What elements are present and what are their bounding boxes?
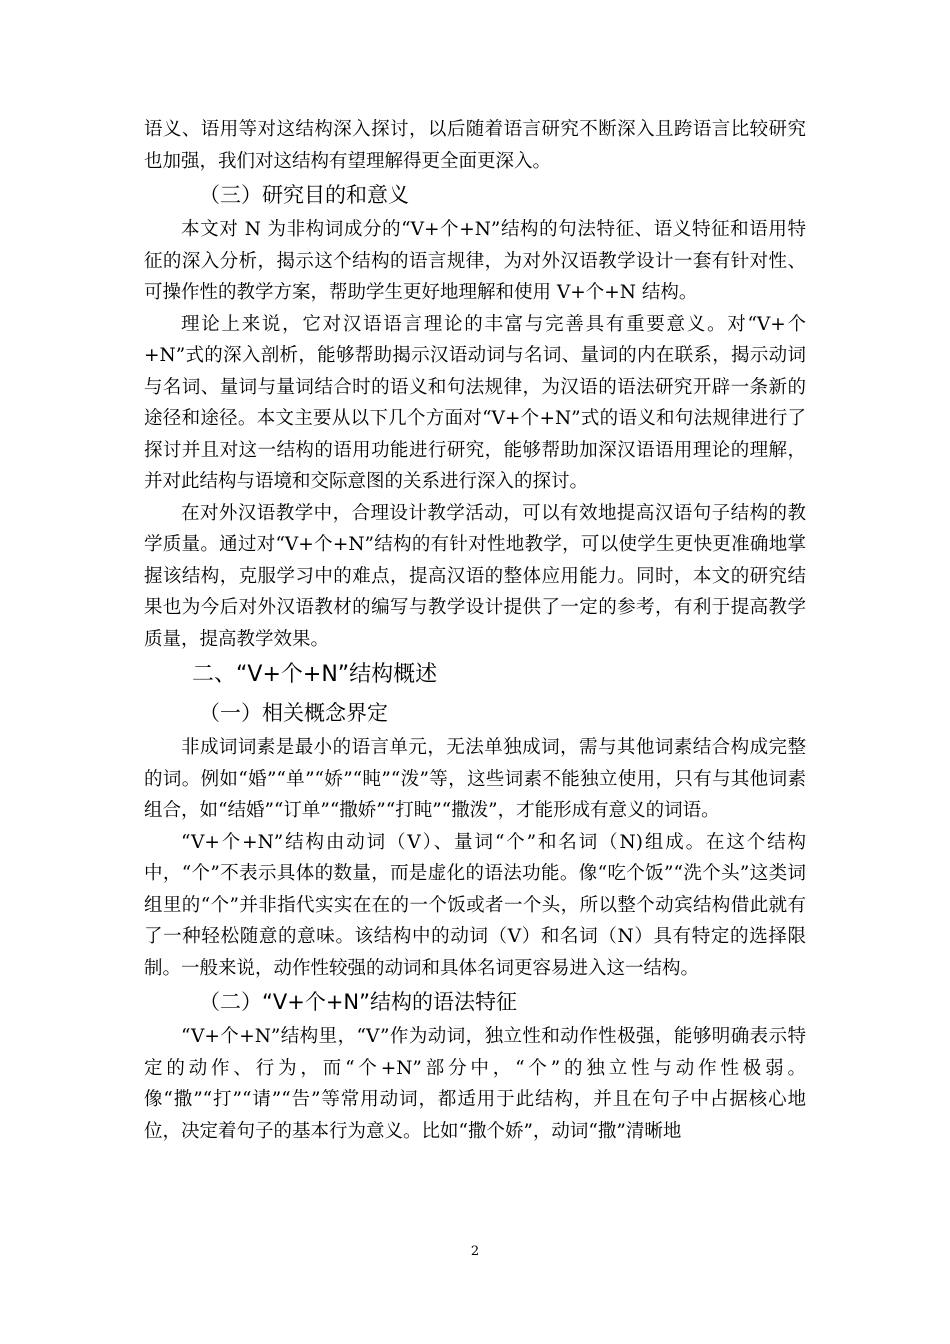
paragraph-grammar-1: “V+个+N”结构里，“V”作为动词，独立性和动作性极强，能够明确表示特定的动作、行为，而“个+N”部分中，“个”的独立性与动作性极弱。像“撒”“打”“请”“告”等常用动词，都适用于此结构，并且在句子中占据核心地位，决定着句子的基本行为意义。比如“撒个娇”，动词“撒”清晰地 [144,1026,806,1142]
paragraph-purpose-1: 本文对 N 为非构词成分的“V+个+N”结构的句法特征、语义特征和语用特征的深入分析，揭示这个结构的语言规律，为对外汉语教学设计一套有针对性、可操作性的教学方案，帮助学生更好地理解和使用 V+个+N 结构。 [144,219,806,303]
paragraph-purpose-3: 在对外汉语教学中，合理设计教学活动，可以有效地提高汉语句子结构的教学质量。通过对“V+个+N”结构的有针对性地教学，可以使学生更快更准确地掌握该结构，克服学习中的难点，提高汉语的整体应用能力。同时，本文的研究结果也为今后对外汉语教材的编写与教学设计提供了一定的参考，有利于提高教学质量，提高教学效果。 [144,502,806,650]
paragraph-intro-tail: 语义、语用等对这结构深入探讨，以后随着语言研究不断深入且跨语言比较研究也加强，我们对这结构有望理解得更全面更深入。 [144,119,806,172]
heading-concept-definition: （一）相关概念界定 [199,701,388,725]
paragraph-concept-1: 非成词词素是最小的语言单元，无法单独成词，需与其他词素结合构成完整的词。例如“婚”“单”“娇”“盹”“泼”等，这些词素不能独立使用，只有与其他词素组合，如“结婚”“订单”“撒娇”“打盹”“撒泼”，才能形成有意义的词语。 [144,737,806,821]
page-number: 2 [470,1244,480,1259]
heading-chapter-overview: 二、“V+个+N”结构概述 [192,662,438,687]
heading-research-purpose: （三）研究目的和意义 [199,183,409,207]
paragraph-concept-2: “V+个+N”结构由动词（V）、量词“个”和名词（N)组成。在这个结构中，“个”不表示具体的数量，而是虚化的语法功能。像“吃个饭”“洗个头”这类词组里的“个”并非指代实实在在的一个饭或者一个头，所以整个动宾结构借此就有了一种轻松随意的意味。该结构中的动词（V）和名词（N）具有特定的选择限制。一般来说，动作性较强的动词和具体名词更容易进入这一结构。 [144,831,806,979]
paragraph-purpose-2: 理论上来说，它对汉语语言理论的丰富与完善具有重要意义。对“V+个+N”式的深入剖析，能够帮助揭示汉语动词与名词、量词的内在联系，揭示动词与名词、量词与量词结合时的语义和句法规律，为汉语的语法研究开辟一条新的途径和途径。本文主要从以下几个方面对“V+个+N”式的语义和句法规律进行了探讨并且对这一结构的语用功能进行研究，能够帮助加深汉语语用理论的理解，并对此结构与语境和交际意图的关系进行深入的探讨。 [144,313,806,492]
document-page [144,114,806,1147]
heading-grammar-features: （二）“V+个+N”结构的语法特征 [199,990,518,1014]
